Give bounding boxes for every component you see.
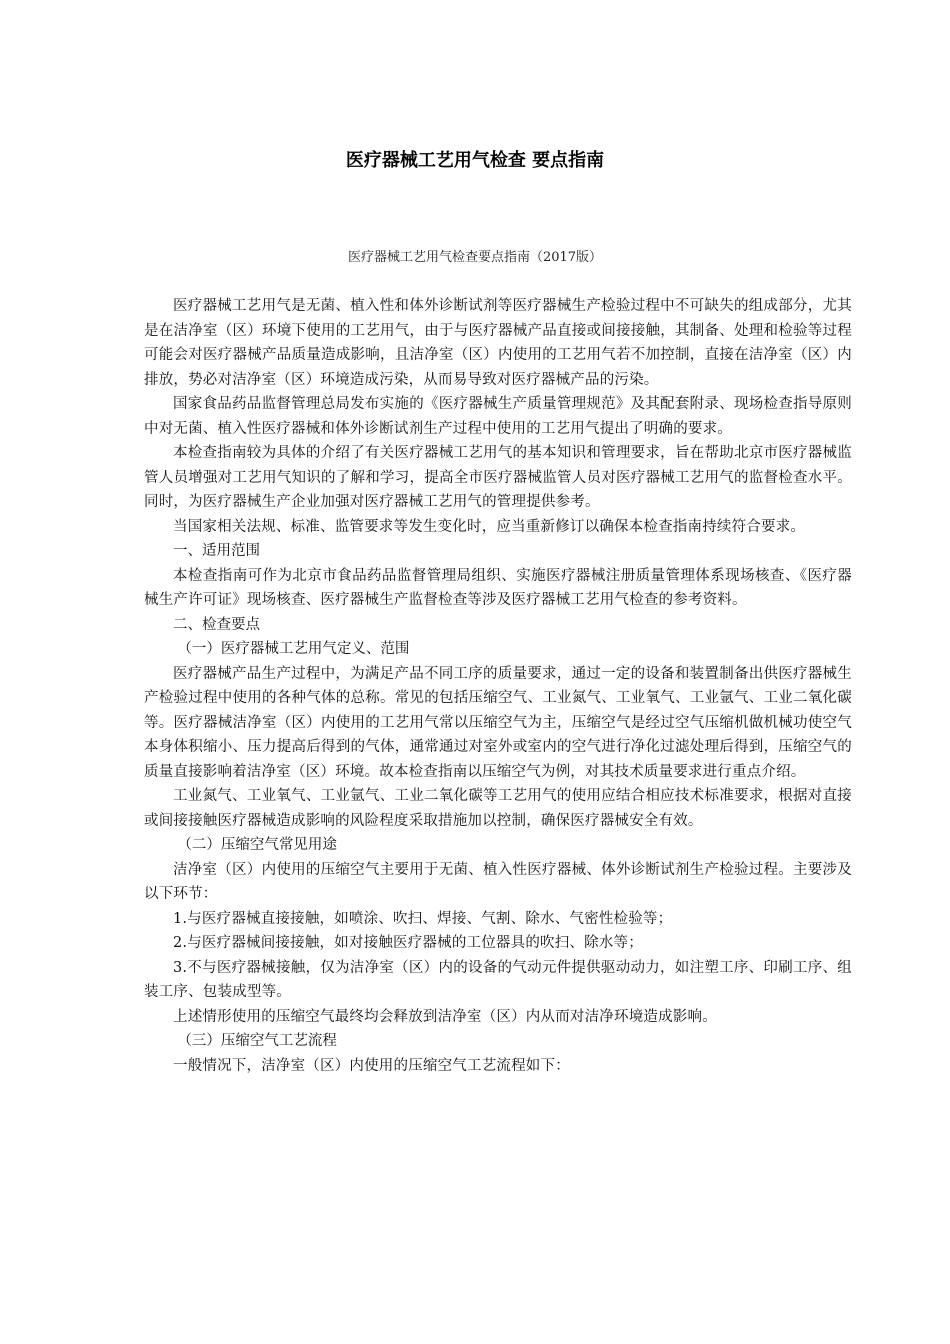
paragraph-definition: 医疗器械产品生产过程中，为满足产品不同工序的质量要求，通过一定的设备和装置制备出供医疗器械生产检验过程中使用的各种气体的总称。常见的包括压缩空气、工业氮气、工业氧气、工业氩气、工业二氧化碳等。医疗器械洁净室（区）内使用的工艺用气常以压缩空气为主，压缩空气是经过空气压缩机做机械功使空气本身体积缩小、压力提高后得到的气体，通常通过对室外或室内的空气进行净化过滤处理后得到，压缩空气的质量直接影响着洁净室（区）环境。故本检查指南以压缩空气为例，对其技术质量要求进行重点介绍。: [144, 665, 852, 780]
list-item-indirect-contact: 2.与医疗器械间接接触，如对接触医疗器械的工位器具的吹扫、除水等；: [173, 935, 643, 951]
section-heading-key-points: 二、检查要点: [173, 616, 260, 633]
list-item-direct-contact: 1.与医疗器械直接接触，如喷涂、吹扫、焊接、气割、除水、气密性检验等；: [173, 910, 673, 927]
paragraph-scope: 本检查指南可作为北京市食品药品监督管理局组织、实施医疗器械注册质量管理体系现场核查、《医疗器械生产许可证》现场核查、医疗器械生产监督检查等涉及医疗器械工艺用气检查的参考资料。: [144, 567, 852, 608]
subsection-heading-uses: （二）压缩空气常见用途: [177, 837, 337, 853]
document-title: 医疗器械工艺用气检查 要点指南: [345, 150, 605, 171]
subsection-heading-definition: （一）医疗器械工艺用气定义、范围: [177, 641, 410, 657]
document-subtitle: 医疗器械工艺用气检查要点指南（2017版）: [347, 250, 603, 265]
list-item-no-contact: 3.不与医疗器械接触，仅为洁净室（区）内的设备的气动元件提供驱动动力，如注塑工序、印刷工序、组装工序、包装成型等。: [144, 959, 852, 1000]
paragraph-other-gases: 工业氮气、工业氧气、工业氩气、工业二氧化碳等工艺用气的使用应结合相应技术标准要求，根据对直接或间接接触医疗器械造成影响的风险程度采取措施加以控制，确保医疗器械安全有效。: [144, 788, 852, 829]
paragraph-purpose: 本检查指南较为具体的介绍了有关医疗器械工艺用气的基本知识和管理要求，旨在帮助北京市医疗器械监管人员增强对工艺用气知识的了解和学习，提高全市医疗器械监管人员对医疗器械工艺用气的监督检查水平。同时，为医疗器械生产企业加强对医疗器械工艺用气的管理提供参考。: [144, 445, 852, 510]
section-heading-scope: 一、适用范围: [173, 543, 260, 559]
paragraph-process: 一般情况下，洁净室（区）内使用的压缩空气工艺流程如下：: [173, 1057, 570, 1074]
paragraph-intro: 医疗器械工艺用气是无菌、植入性和体外诊断试剂等医疗器械生产检验过程中不可缺失的组成部分，尤其是在洁净室（区）环境下使用的工艺用气，由于与医疗器械产品直接或间接接触，其制备、处理和检验等过程可能会对医疗器械产品质量造成影响，且洁净室（区）内使用的工艺用气若不加控制，直接在洁净室（区）内排放，势必对洁净室（区）环境造成污染，从而易导致对医疗器械产品的污染。: [144, 298, 852, 388]
paragraph-revision: 当国家相关法规、标准、监管要求等发生变化时，应当重新修订以确保本检查指南持续符合要求。: [173, 518, 806, 535]
paragraph-uses: 洁净室（区）内使用的压缩空气主要用于无菌、植入性医疗器械、体外诊断试剂生产检验过程。主要涉及以下环节：: [144, 861, 852, 902]
document-body: [144, 294, 852, 1078]
paragraph-release: 上述情形使用的压缩空气最终均会释放到洁净室（区）内从而对洁净环境造成影响。: [173, 1008, 717, 1025]
paragraph-regulation: 国家食品药品监督管理总局发布实施的《医疗器械生产质量管理规范》及其配套附录、现场检查指导原则中对无菌、植入性医疗器械和体外诊断试剂生产过程中使用的工艺用气提出了明确的要求。: [144, 396, 852, 437]
subsection-heading-process: （三）压缩空气工艺流程: [177, 1033, 337, 1049]
